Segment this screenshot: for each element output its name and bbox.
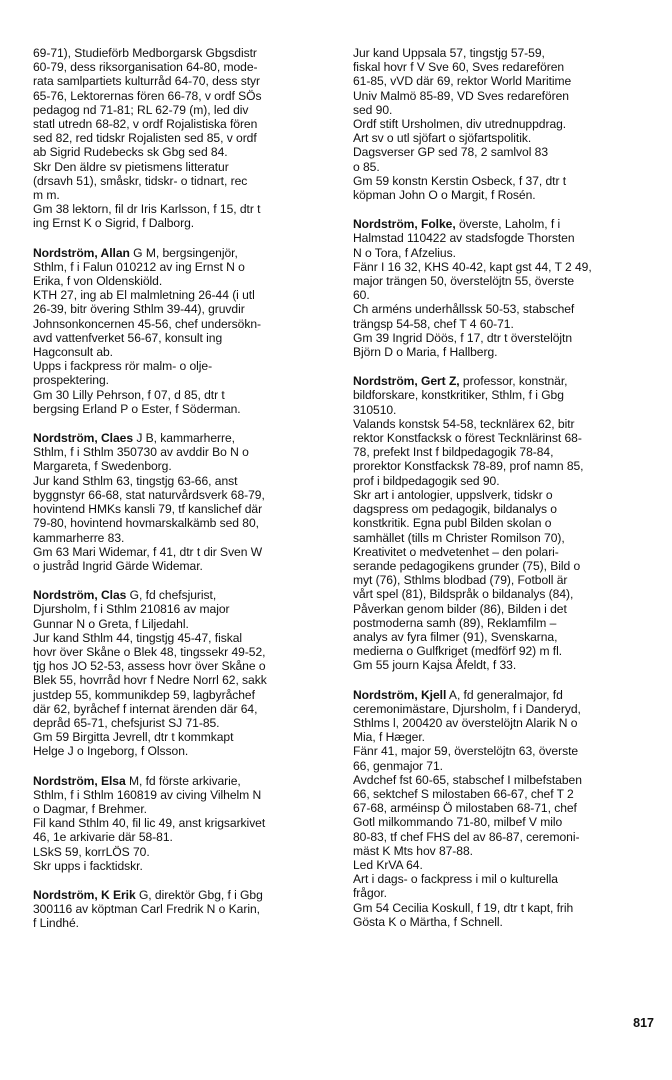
entry-text-line: rata samlpartiets kulturråd 64-70, dess styr [33, 74, 261, 89]
entry-text-line: o Dagmar, f Brehmer. [33, 801, 147, 816]
entry-text-line: Avdchef fst 60-65, stabschef I milbefstaben [353, 772, 582, 787]
page-number: 817 [633, 1016, 654, 1030]
entry-heading-line [33, 888, 333, 902]
entry-text-line: Johnsonkoncernen 45-56, chef undersökn- [33, 316, 261, 331]
entry-text-line: Gm 39 Ingrid Döös, f 17, dtr t överstelöjtn [353, 330, 572, 345]
entry-text-line: 78, prefekt Inst f bildpedagogik 78-84, [353, 445, 554, 460]
entry-text-line: trängsp 54-58, chef T 4 60-71. [353, 316, 514, 331]
entry-text-line: Påverkan genom bilder (86), Bilden i det [353, 601, 567, 616]
entry-text-line: 69-71), Studieförb Medborgarsk Gbgsdistr [33, 46, 257, 60]
entry-text-line: justdep 55, kommunikdep 59, lagbyråchef [33, 687, 255, 702]
entry-text-line: Gm 59 Birgitta Jevrell, dtr t kommkapt [33, 730, 234, 745]
entry-text-line: pedagog nd 71-81; RL 62-79 (m), led div [33, 102, 249, 117]
entry-text-line: Sthlm, f i Falun 010212 av ing Ernst N o [33, 259, 245, 274]
entry-heading-line [353, 374, 653, 388]
entry-heading-line [353, 688, 653, 702]
entry-text-line: hovintend HMKs kansli 79, tf kanslichef där [33, 502, 263, 517]
entry-text-line: dagspress om pedagogik, bildanalys o [353, 502, 557, 517]
entry-heading-line [33, 246, 333, 260]
left-column [33, 46, 333, 946]
entry-text-line: prof i bildpedagogik sed 90. [353, 473, 500, 488]
entry-text-line: Helge J o Ingeborg, f Olsson. [33, 744, 189, 759]
entry-text-line: Ordf stift Ursholmen, div utrednuppdrag. [353, 117, 567, 132]
entry-name: Nordström, Allan [33, 245, 130, 260]
entry-text-line: mäst K Mts hov 87-88. [353, 843, 473, 858]
biography-entry [33, 246, 333, 416]
entry-text-line: Gotl milkommando 71-80, milbef V milo [353, 815, 563, 830]
entry-heading-rest: J B, kammarherre, [133, 431, 235, 446]
entry-text-line: sed 82, red tidskr Rojalisten sed 85, v ordf [33, 131, 257, 146]
entry-heading-line [33, 431, 333, 445]
entry-text-line: Sthlm, f i Sthlm 350730 av avddir Bo N o [33, 445, 249, 460]
biography-entry [33, 46, 333, 231]
entry-text-line: Gunnar N o Greta, f Liljedahl. [33, 616, 189, 631]
entry-text-line: f Lindhé. [33, 916, 79, 931]
entry-text-line: myt (76), Sthlms blodbad (79), Fotboll är [353, 573, 568, 588]
entry-text-line: avd vattenfverket 56-67, konsult ing [33, 330, 223, 345]
entry-text-line: analys av fyra filmer (91), Svenskarna, [353, 629, 558, 644]
entry-text-line: Sthlm, f i Sthlm 160819 av civing Vilhelm N [33, 787, 262, 802]
entry-text-line: Gösta K o Märtha, f Schnell. [353, 914, 503, 929]
entry-text-line: serande pedagogikens grunder (75), Bild o [353, 558, 581, 573]
entry-heading-rest: G, fd chefsjurist, [126, 588, 217, 603]
entry-text-line: ab Sigrid Rudebecks sk Gbg sed 84. [33, 145, 228, 160]
entry-text-line: Gm 30 Lilly Pehrson, f 07, d 85, dtr t [33, 387, 225, 402]
entry-text-line: Sthlms l, 200420 av överstelöjtn Alarik N o [353, 715, 578, 730]
entry-text-line: major trängen 50, överstelöjtn 55, överste [353, 274, 575, 289]
biography-entry [33, 888, 333, 931]
entry-text-line: samhället (tills m Christer Romilson 70), [353, 530, 565, 545]
entry-text-line: Halmstad 110422 av stadsfogde Thorsten [353, 231, 575, 246]
entry-text-line: 60-79, dess riksorganisation 64-80, mode- [33, 60, 258, 75]
entry-text-line: 61-85, vVD där 69, rektor World Maritime [353, 74, 572, 89]
entry-text-line: tjg hos JO 52-53, assess hovr över Skåne o [33, 659, 266, 674]
entry-name: Nordström, Kjell [353, 687, 447, 702]
entry-text-line: Mia, f Hæger. [353, 730, 425, 745]
entry-text-line: depråd 65-71, chefsjurist SJ 71-85. [33, 715, 220, 730]
entry-text-line: 66, genmajor 71. [353, 758, 443, 773]
entry-text-line: byggnstyr 66-68, stat naturvårdsverk 68-79, [33, 487, 265, 502]
entry-text-line: 26-39, bitr övering Sthlm 39-44), gruvdir [33, 302, 245, 317]
entry-heading-line [33, 588, 333, 602]
entry-text-line: sed 90. [353, 102, 393, 117]
entry-text-line: fiskal hovr f V Sve 60, Sves redarefören [353, 60, 565, 75]
entry-text-line: Gm 55 journ Kajsa Åfeldt, f 33. [353, 658, 517, 673]
entry-text-line: Djursholm, f i Sthlm 210816 av major [33, 602, 230, 617]
entry-text-line: Skr upps i facktidskr. [33, 858, 143, 873]
entry-text-line: LSkS 59, korrLÖS 70. [33, 844, 150, 859]
entry-text-line: där 62, byråchef f internat ärenden där 64, [33, 701, 258, 716]
entry-heading-line [353, 217, 653, 231]
entry-text-line: Skr Den äldre sv pietismens litteratur [33, 159, 229, 174]
entry-text-line: bildforskare, konstkritiker, Sthlm, f i Gbg [353, 388, 564, 403]
biography-entry [353, 688, 653, 929]
entry-text-line: prorektor Konstfacksk 78-89, prof namn 85, [353, 459, 584, 474]
entry-text-line: 67-68, arméinsp Ö milostaben 68-71, chef [353, 801, 577, 816]
entry-text-line: vårt spel (81), Bildspråk o bildanalys (84), [353, 587, 574, 602]
entry-text-line: o justråd Ingrid Gärde Widemar. [33, 558, 203, 573]
entry-text-line: Skr art i antologier, uppslverk, tidskr o [353, 487, 553, 502]
entry-text-line: Gm 38 lektorn, fil dr Iris Karlsson, f 15, dtr t [33, 202, 261, 217]
entry-text-line: frågor. [353, 886, 387, 901]
entry-text-line: Valands konstsk 54-58, tecknlärex 62, bitr [353, 416, 575, 431]
entry-text-line: Gm 54 Cecilia Koskull, f 19, dtr t kapt, frih [353, 900, 574, 915]
entry-text-line: Gm 59 konstn Kerstin Osbeck, f 37, dtr t [353, 173, 567, 188]
entry-text-line: 79-80, hovintend hovmarskalkämb sed 80, [33, 516, 259, 531]
entry-name: Nordström, Folke, [353, 217, 456, 232]
entry-name: Nordström, K Erik [33, 887, 136, 902]
entry-heading-rest: G M, bergsingenjör, [129, 245, 238, 260]
entry-text-line: ing Ernst K o Sigrid, f Dalborg. [33, 216, 195, 231]
biography-entry [33, 431, 333, 573]
entry-text-line: Blek 55, hovrråd hovr f Nedre Norrl 62, sakk [33, 673, 267, 688]
biography-entry [353, 217, 653, 359]
biography-entry [33, 588, 333, 758]
entry-text-line: 310510. [353, 402, 397, 417]
entry-text-line: 80-83, tf chef FHS del av 86-87, ceremoni- [353, 829, 580, 844]
entry-text-line: o 85. [353, 159, 380, 174]
entry-text-line: N o Tora, f Afzelius. [353, 245, 456, 260]
entry-text-line: 65-76, Lektorernas fören 66-78, v ordf SÖs [33, 88, 262, 103]
entry-text-line: bergsing Erland P o Ester, f Söderman. [33, 401, 241, 416]
entry-text-line: Art i dags- o fackpress i mil o kulturella [353, 872, 558, 887]
entry-text-line: rektor Konstfacksk o förest Tecknlärinst 68- [353, 431, 582, 446]
entry-text-line: köpman John O o Margit, f Rosén. [353, 188, 536, 203]
entry-text-line: postmoderna samh (89), Reklamfilm – [353, 615, 557, 630]
entry-heading-rest: A, fd generalmajor, fd [446, 687, 563, 702]
entry-text-line: Björn D o Maria, f Hallberg. [353, 345, 498, 360]
entry-text-line: Led KrVA 64. [353, 857, 423, 872]
entry-text-line: prospektering. [33, 373, 109, 388]
entry-heading-rest: G, direktör Gbg, f i Gbg [135, 887, 263, 902]
entry-text-line: Hagconsult ab. [33, 345, 113, 360]
entry-text-line: Art sv o utl sjöfart o sjöfartspolitik. [353, 131, 532, 146]
entry-text-line: Jur kand Sthlm 44, tingstjg 45-47, fiskal [33, 630, 243, 645]
entry-text-line: Erika, f von Oldenskiöld. [33, 274, 163, 289]
biography-entry [353, 46, 653, 202]
entry-text-line: medierna o Gulfkriget (medförf 92) m fl. [353, 644, 563, 659]
entry-name: Nordström, Gert Z, [353, 374, 460, 389]
entry-text-line: 66, sektchef S milostaben 66-67, chef T 2 [353, 786, 574, 801]
entry-text-line: statl utredn 68-82, v ordf Rojalistiska fören [33, 117, 258, 132]
entry-name: Nordström, Clas [33, 588, 127, 603]
entry-name: Nordström, Claes [33, 431, 134, 446]
entry-text-line: Fänr I 16 32, KHS 40-42, kapt gst 44, T 2 49, [353, 259, 592, 274]
entry-text-line: 60. [353, 288, 370, 303]
entry-text-line: Ch arméns underhållssk 50-53, stabschef [353, 302, 575, 317]
entry-text-line: 46, 1e arkivarie där 58-81. [33, 830, 173, 845]
entry-text-line: 300116 av köptman Carl Fredrik N o Karin, [33, 902, 260, 917]
entry-heading-line [33, 774, 333, 788]
entry-text-line: Gm 63 Mari Widemar, f 41, dtr t dir Sven W [33, 544, 263, 559]
entry-text-line: konstkritik. Egna publ Bilden skolan o [353, 516, 552, 531]
entry-text-line: Dagsverser GP sed 78, 2 samlvol 83 [353, 145, 549, 160]
entry-text-line: ceremonimästare, Djursholm, f i Danderyd, [353, 701, 581, 716]
biography-entry [33, 774, 333, 873]
entry-text-line: Univ Malmö 85-89, VD Sves redarefören [353, 88, 569, 103]
entry-text-line: m m. [33, 188, 60, 203]
entry-heading-rest: M, fd förste arkivarie, [125, 773, 241, 788]
entry-heading-rest: överste, Laholm, f i [455, 217, 561, 232]
entry-text-line: Jur kand Uppsala 57, tingstjg 57-59, [353, 46, 545, 60]
entry-name: Nordström, Elsa [33, 773, 126, 788]
entry-text-line: kammarherre 83. [33, 530, 125, 545]
entry-text-line: Fil kand Sthlm 40, fil lic 49, anst krigsarkivet [33, 816, 266, 831]
entry-heading-rest: professor, konstnär, [459, 374, 568, 389]
entry-text-line: Jur kand Sthlm 63, tingstjg 63-66, anst [33, 473, 238, 488]
entry-text-line: Fänr 41, major 59, överstelöjtn 63, överste [353, 744, 579, 759]
entry-text-line: Upps i fackpress rör malm- o olje- [33, 359, 213, 374]
entry-text-line: (drsavh 51), småskr, tidskr- o tidnart, rec [33, 173, 248, 188]
entry-text-line: Kreativitet o medvetenhet – den polari- [353, 544, 559, 559]
entry-text-line: KTH 27, ing ab El malmletning 26-44 (i utl [33, 288, 255, 303]
biography-entry [353, 374, 653, 672]
entry-text-line: Margareta, f Swedenborg. [33, 459, 172, 474]
right-column [353, 46, 653, 944]
entry-text-line: hovr över Skåne o Blek 48, tingssekr 49-52, [33, 644, 266, 659]
